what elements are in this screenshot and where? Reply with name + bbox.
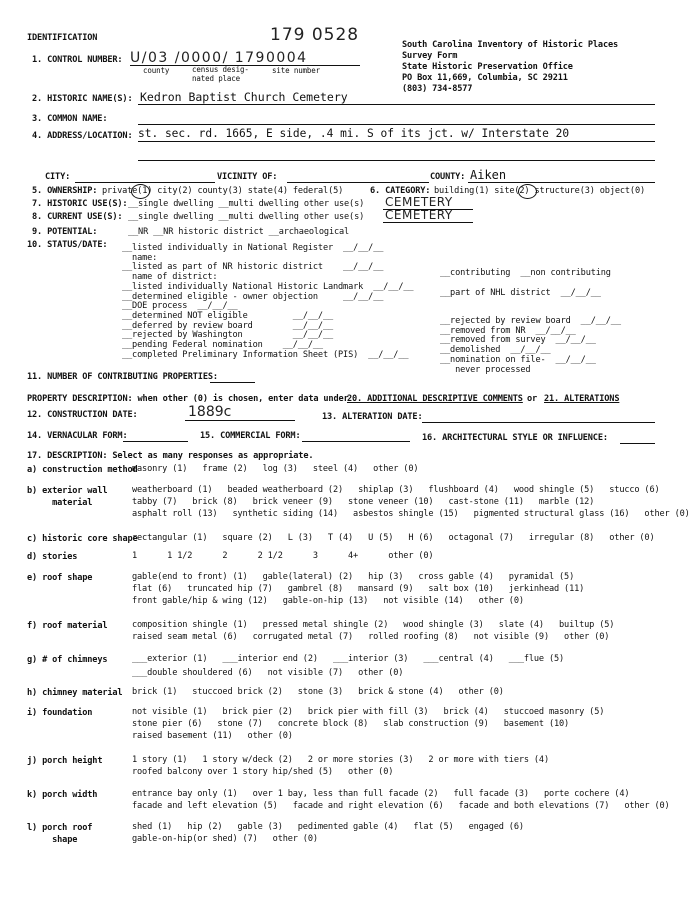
description-row-label: i) foundation bbox=[27, 708, 93, 718]
description-row-label: g) # of chimneys bbox=[27, 655, 108, 665]
description-row-label: b) exterior wall material bbox=[27, 486, 108, 508]
control-number-value[interactable]: U/03 /0000/ 1790004 bbox=[130, 50, 308, 66]
common-name-label: 3. COMMON NAME: bbox=[32, 114, 108, 124]
current-use-value[interactable]: CEMETERY bbox=[385, 208, 453, 222]
historic-use-label: 7. HISTORIC USE(S): bbox=[32, 199, 128, 209]
description-option-line[interactable]: asphalt roll (13) synthetic siding (14) asbestos shingle (15) pigmented structural glass (16) other (0) bbox=[132, 509, 690, 519]
description-row-label: h) chimney material bbox=[27, 688, 123, 698]
status-item[interactable]: __nomination on file- __/__/__ bbox=[440, 354, 596, 365]
category-label: 6. CATEGORY: bbox=[370, 186, 431, 196]
description-option-line[interactable]: ___exterior (1) ___interior end (2) ___interior (3) ___central (4) ___flue (5) bbox=[132, 654, 565, 664]
alteration-date-label: 13. ALTERATION DATE: bbox=[322, 412, 423, 422]
description-option-line[interactable]: masonry (1) frame (2) log (3) steel (4) other (0) bbox=[132, 464, 419, 474]
potential-label: 9. POTENTIAL: bbox=[32, 227, 98, 237]
agency-line: Survey Form bbox=[402, 51, 458, 61]
historic-names-label: 2. HISTORIC NAME(S): bbox=[32, 94, 133, 104]
agency-block bbox=[402, 40, 618, 95]
county-sublabel: county bbox=[143, 66, 170, 75]
cdp-sublabel: census desig- nated place bbox=[192, 65, 249, 83]
historic-use-options[interactable]: __single dwelling __multi dwelling other use(s) bbox=[128, 199, 365, 209]
description-row-label: l) porch roof shape bbox=[27, 823, 93, 845]
description-option-line[interactable]: 1 1 1/2 2 2 1/2 3 4+ other (0) bbox=[132, 551, 434, 561]
status-item[interactable]: __determined eligible - owner objection __/__/__ bbox=[122, 291, 384, 302]
description-row-label: f) roof material bbox=[27, 621, 108, 631]
description-option-line[interactable]: not visible (1) brick pier (2) brick pier with fill (3) brick (4) stuccoed masonry (5) bbox=[132, 707, 605, 717]
status-label: 10. STATUS/DATE: bbox=[27, 240, 108, 250]
description-option-line[interactable]: stone pier (6) stone (7) concrete block (8) slab construction (9) basement (10) bbox=[132, 719, 570, 729]
current-use-label: 8. CURRENT USE(S): bbox=[32, 212, 123, 222]
status-nhl-district[interactable]: __part of NHL district __/__/__ bbox=[440, 288, 601, 298]
description-row-label: e) roof shape bbox=[27, 573, 93, 583]
contributing-properties-label: 11. NUMBER OF CONTRIBUTING PROPERTIES: bbox=[27, 372, 218, 382]
vernacular-form-label: 14. VERNACULAR FORM: bbox=[27, 431, 128, 441]
description-option-line[interactable]: flat (6) truncated hip (7) gambrel (8) mansard (9) salt box (10) jerkinhead (11) bbox=[132, 584, 585, 594]
ownership-label: 5. OWNERSHIP: bbox=[32, 186, 98, 196]
address-label: 4. ADDRESS/LOCATION: bbox=[32, 131, 133, 141]
description-row-label: d) stories bbox=[27, 552, 78, 562]
control-number-label: 1. CONTROL NUMBER: bbox=[32, 55, 123, 65]
architectural-style-label: 16. ARCHITECTURAL STYLE OR INFLUENCE: bbox=[422, 433, 608, 443]
historic-use-value[interactable]: CEMETERY bbox=[385, 195, 453, 209]
ref-or: or bbox=[527, 394, 538, 404]
agency-line: State Historic Preservation Office bbox=[402, 62, 573, 72]
description-row-label: a) construction method bbox=[27, 465, 138, 475]
status-item[interactable]: __listed individually National Historic Landmark __/__/__ bbox=[122, 281, 414, 292]
agency-line: South Carolina Inventory of Historic Places bbox=[402, 40, 619, 50]
ref-alterations[interactable]: 21. ALTERATIONS bbox=[544, 394, 620, 404]
county-label: COUNTY: bbox=[430, 172, 466, 182]
description-option-line[interactable]: tabby (7) brick (8) brick veneer (9) stone veneer (10) cast-stone (11) marble (12) bbox=[132, 497, 595, 507]
description-option-line[interactable]: shed (1) hip (2) gable (3) pedimented gable (4) flat (5) engaged (6) bbox=[132, 822, 524, 832]
agency-line: (803) 734-8577 bbox=[402, 84, 473, 94]
category-selection-circle bbox=[518, 184, 537, 199]
description-option-line[interactable]: entrance bay only (1) over 1 bay, less than full facade (2) full facade (3) porte cochere (4) bbox=[132, 789, 630, 799]
agency-line: PO Box 11,669, Columbia, SC 29211 bbox=[402, 73, 568, 83]
construction-date-value[interactable]: 1889c bbox=[188, 404, 232, 420]
status-item[interactable]: __removed from survey __/__/__ bbox=[440, 335, 596, 346]
description-option-line[interactable]: facade and left elevation (5) facade and right elevation (6) facade and both elevations (7) other (0) bbox=[132, 801, 670, 811]
status-item[interactable]: __listed individually in National Register __/__/__ bbox=[122, 243, 384, 253]
address-value[interactable]: st. sec. rd. 1665, E side, .4 mi. S of its jct. w/ Interstate 20 bbox=[138, 127, 570, 140]
ownership-options[interactable]: private(1) city(2) county(3) state(4) federal(5) bbox=[102, 186, 344, 196]
description-option-line[interactable]: ___double shouldered (6) not visible (7) other (0) bbox=[132, 668, 404, 678]
status-item: name: bbox=[122, 252, 158, 263]
ownership-selection-circle bbox=[131, 184, 150, 199]
status-item: name of district: bbox=[122, 272, 218, 283]
category-options[interactable]: building(1) site(2) structure(3) object(0) bbox=[434, 186, 646, 196]
description-row-label: k) porch width bbox=[27, 790, 98, 800]
identification-heading: IDENTIFICATION bbox=[27, 33, 98, 43]
city-label: CITY: bbox=[45, 172, 71, 182]
description-option-line[interactable]: raised basement (11) other (0) bbox=[132, 731, 293, 741]
potential-options[interactable]: __NR __NR historic district __archaeological bbox=[128, 227, 350, 237]
status-item[interactable]: __demolished __/__/__ bbox=[440, 345, 551, 356]
status-contributing[interactable]: __contributing __non contributing bbox=[440, 268, 611, 278]
current-use-options[interactable]: __single dwelling __multi dwelling other use(s) bbox=[128, 212, 365, 222]
site-number-sublabel: site number bbox=[272, 66, 321, 75]
description-option-line[interactable]: composition shingle (1) pressed metal shingle (2) wood shingle (3) slate (4) builtup (5) bbox=[132, 620, 615, 630]
status-item[interactable]: __rejected by Washington __/__/__ bbox=[122, 330, 334, 341]
description-option-line[interactable]: weatherboard (1) beaded weatherboard (2) shiplap (3) flushboard (4) wood shingle (5) stucco (6) bbox=[132, 485, 660, 495]
description-row-label: j) porch height bbox=[27, 756, 103, 766]
status-item[interactable]: __determined NOT eligible __/__/__ bbox=[122, 310, 334, 321]
commercial-form-label: 15. COMMERCIAL FORM: bbox=[200, 431, 301, 441]
status-item[interactable]: __pending Federal nomination __/__/__ bbox=[122, 340, 323, 351]
description-option-line[interactable]: gable(end to front) (1) gable(lateral) (2) hip (3) cross gable (4) pyramidal (5) bbox=[132, 572, 575, 582]
description-label: 17. DESCRIPTION: Select as many responses as appropriate. bbox=[27, 451, 314, 461]
description-option-line[interactable]: raised seam metal (6) corrugated metal (7) rolled roofing (8) not visible (9) other (0) bbox=[132, 632, 610, 642]
status-item[interactable]: __removed from NR __/__/__ bbox=[440, 325, 576, 336]
county-value[interactable]: Aiken bbox=[470, 168, 507, 182]
description-option-line[interactable]: gable-on-hip(or shed) (7) other (0) bbox=[132, 834, 318, 844]
property-description-text: PROPERTY DESCRIPTION: when other (0) is chosen, enter data under bbox=[27, 394, 349, 404]
status-item[interactable]: __completed Preliminary Information Sheet (PIS) __/__/__ bbox=[122, 349, 409, 360]
status-left-list bbox=[122, 244, 413, 360]
vicinity-label: VICINITY OF: bbox=[217, 172, 278, 182]
status-item: never processed bbox=[440, 364, 531, 375]
description-option-line[interactable]: 1 story (1) 1 story w/deck (2) 2 or more stories (3) 2 or more with tiers (4) bbox=[132, 755, 549, 765]
handwritten-number: 179 0528 bbox=[270, 25, 360, 45]
ref-additional-comments[interactable]: 20. ADDITIONAL DESCRIPTIVE COMMENTS bbox=[347, 394, 523, 404]
description-option-line[interactable]: front gable/hip & wing (12) gable-on-hip (13) not visible (14) other (0) bbox=[132, 596, 524, 606]
status-item[interactable]: __DOE process __/__/__ bbox=[122, 301, 238, 312]
description-option-line[interactable]: brick (1) stuccoed brick (2) stone (3) brick & stone (4) other (0) bbox=[132, 687, 504, 697]
status-right-list bbox=[440, 317, 621, 375]
status-item[interactable]: __listed as part of NR historic district __/__/__ bbox=[122, 262, 384, 273]
status-item[interactable]: __rejected by review board __/__/__ bbox=[440, 316, 621, 326]
description-row-label: c) historic core shape bbox=[27, 534, 138, 544]
description-option-line[interactable]: rectangular (1) square (2) L (3) T (4) U (5) H (6) octagonal (7) irregular (8) other (0) bbox=[132, 533, 655, 543]
description-option-line[interactable]: roofed balcony over 1 story hip/shed (5) other (0) bbox=[132, 767, 394, 777]
construction-date-label: 12. CONSTRUCTION DATE: bbox=[27, 410, 138, 420]
status-item[interactable]: __deferred by review board __/__/__ bbox=[122, 320, 334, 331]
historic-names-value[interactable]: Kedron Baptist Church Cemetery bbox=[140, 90, 348, 104]
